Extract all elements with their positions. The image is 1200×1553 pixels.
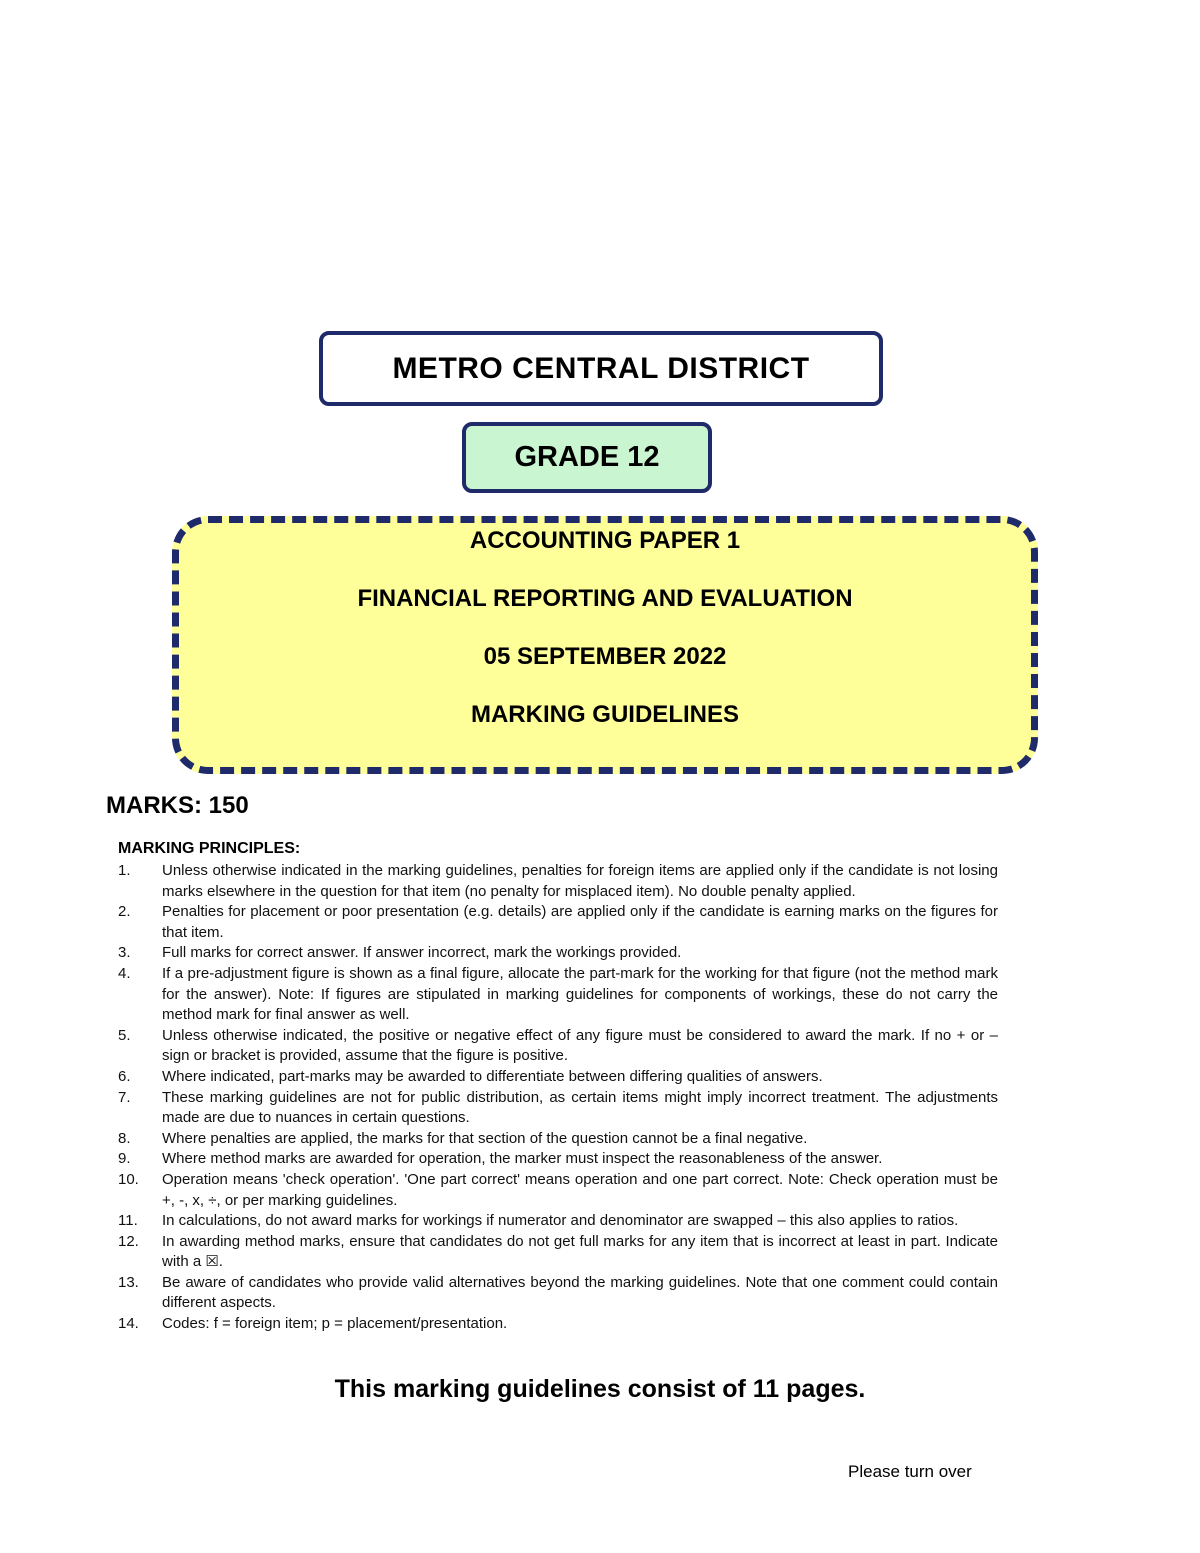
principle-number: 1. [118, 862, 131, 879]
principle-text: If a pre-adjustment figure is shown as a final figure, allocate the part-mark for the working for that figure (not the method mark for the answer). Note: If figures are stipulated in marking guidelines for components of workings, these do not carry the method mark for final answer as well. [162, 964, 998, 1024]
principle-item [118, 1314, 998, 1335]
principle-number: 11. [118, 1212, 138, 1230]
principle-item [118, 1170, 998, 1211]
paper-info-box [172, 516, 1038, 774]
principle-number: 10. [118, 1170, 139, 1188]
principle-number: 14. [118, 1315, 139, 1333]
principles-title: MARKING PRINCIPLES: [118, 840, 301, 857]
principle-item [118, 1232, 998, 1273]
principle-item [118, 943, 998, 964]
district-title: METRO CENTRAL DISTRICT [319, 331, 883, 406]
grade-label: GRADE 12 [462, 422, 712, 493]
principle-number: 7. [118, 1088, 131, 1106]
marking-principles [118, 840, 998, 1335]
paper-topic: FINANCIAL REPORTING AND EVALUATION [357, 585, 853, 612]
principle-text: Where method marks are awarded for operation, the marker must inspect the reasonableness of the answer. [162, 1150, 883, 1168]
total-marks: MARKS: 150 [106, 792, 249, 819]
principle-item [118, 964, 998, 1026]
paper-date: 05 SEPTEMBER 2022 [483, 643, 727, 670]
principle-number: 12. [118, 1232, 139, 1250]
principle-text: Penalties for placement or poor presentation (e.g. details) are applied only if the candidate is earning marks on the figures for that item. [162, 903, 998, 941]
paper-subject: ACCOUNTING PAPER 1 [469, 527, 741, 554]
principle-text: Where indicated, part-marks may be awarded to differentiate between differing qualities of answers. [162, 1067, 823, 1085]
principle-text: Codes: f = foreign item; p = placement/presentation. [162, 1315, 508, 1333]
principle-item [118, 861, 998, 902]
principle-number: 3. [118, 944, 131, 962]
principle-text: Full marks for correct answer. If answer incorrect, mark the workings provided. [162, 944, 682, 962]
principle-text: In awarding method marks, ensure that candidates do not get full marks for any item that is incorrect at least in part. Indicate with a ☒. [162, 1232, 998, 1271]
page-count-note: This marking guidelines consist of 11 pages. [334, 1375, 866, 1403]
principle-text: Where penalties are applied, the marks for that section of the question cannot be a final negative. [162, 1129, 808, 1147]
paper-doc-type: MARKING GUIDELINES [470, 701, 739, 728]
principle-text: Operation means 'check operation'. 'One part correct' means operation and one part correct. Note: Check operation must be +, -, x, ÷, or per marking guidelines. [162, 1170, 998, 1209]
principle-number: 8. [118, 1129, 131, 1147]
principle-item [118, 1026, 998, 1067]
principle-item [118, 1067, 998, 1088]
principle-item [118, 1149, 998, 1170]
principle-item [118, 902, 998, 943]
principle-number: 5. [118, 1026, 131, 1044]
principle-text: Be aware of candidates who provide valid alternatives beyond the marking guidelines. Note that one comment could contain different aspects. [162, 1273, 998, 1312]
principle-text: Unless otherwise indicated in the marking guidelines, penalties for foreign items are applied only if the candidate is not losing marks elsewhere in the question for that item (no penalty for misplaced item). No double penalty applied. [162, 862, 998, 900]
principle-text: These marking guidelines are not for public distribution, as certain items might imply incorrect treatment. The adjustments made are due to nuances in certain questions. [162, 1088, 998, 1127]
principle-item [118, 1273, 998, 1314]
principle-number: 2. [118, 903, 131, 921]
principle-item [118, 1211, 998, 1232]
principle-number: 13. [118, 1273, 139, 1291]
principle-text: In calculations, do not award marks for workings if numerator and denominator are swapped – this also applies to ratios. [162, 1212, 959, 1230]
principle-number: 4. [118, 964, 131, 982]
turn-over-note: Please turn over [848, 1462, 972, 1481]
principle-item [118, 1088, 998, 1129]
principle-item [118, 1129, 998, 1150]
principle-number: 9. [118, 1150, 131, 1168]
principle-text: Unless otherwise indicated, the positive or negative effect of any figure must be considered to award the mark. If no + or – sign or bracket is provided, assume that the figure is positive. [162, 1026, 998, 1065]
principle-number: 6. [118, 1067, 131, 1085]
